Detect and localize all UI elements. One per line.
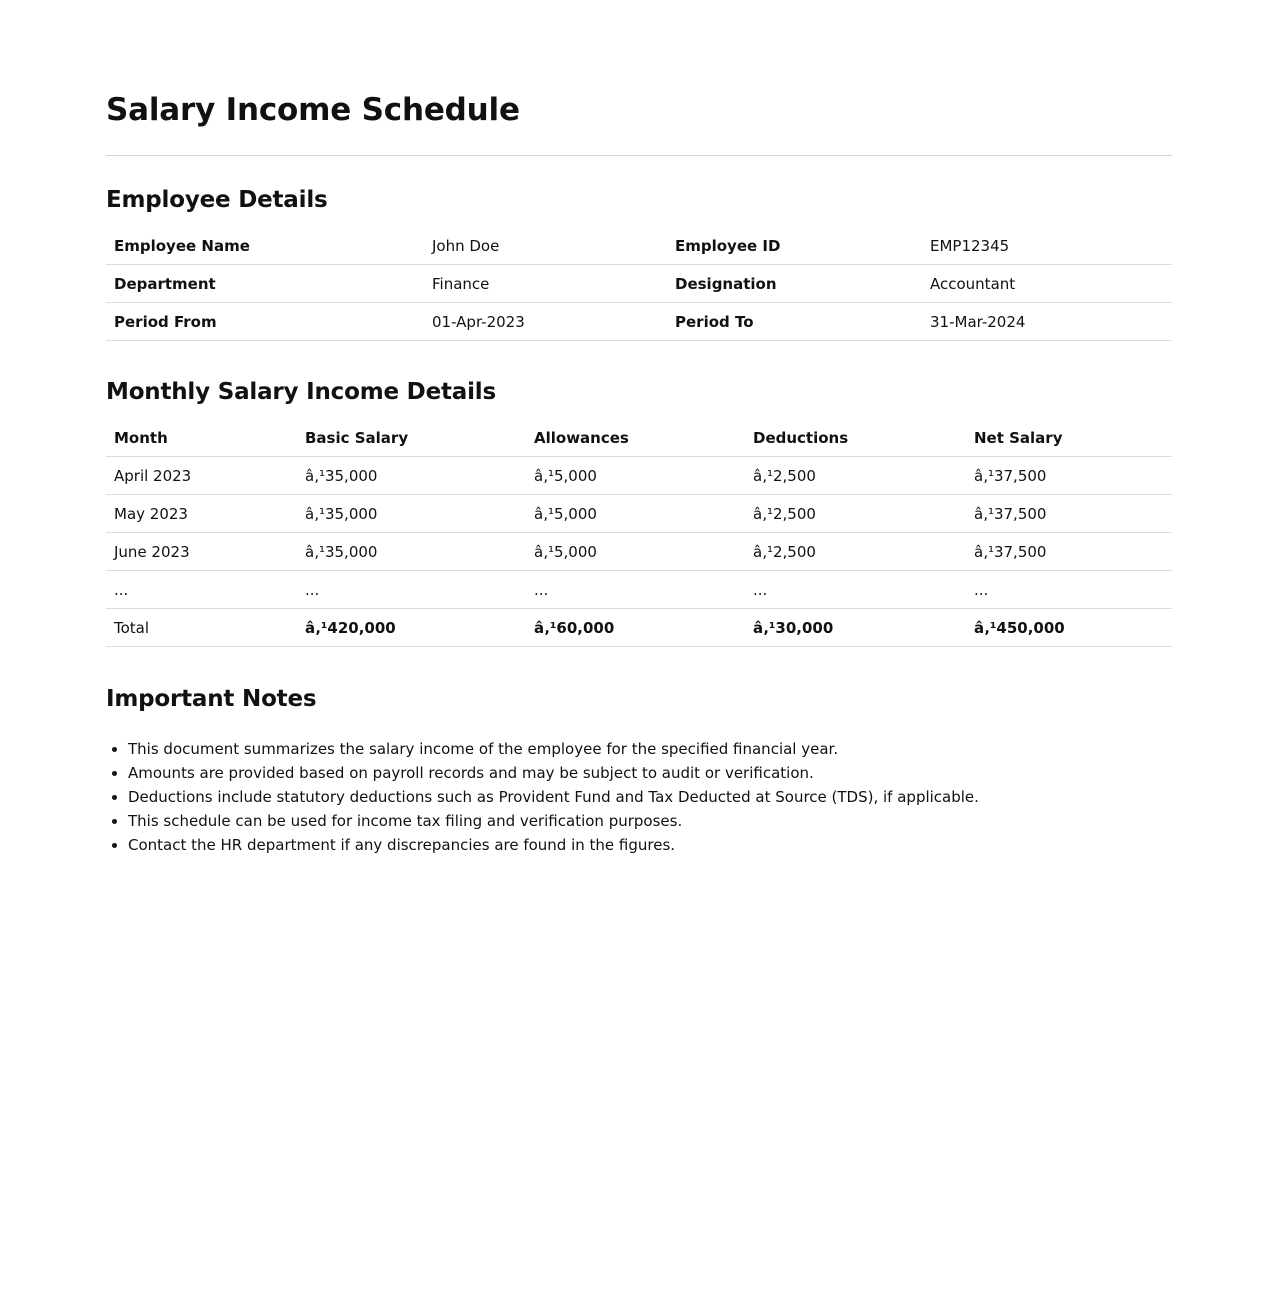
employee-details-heading: Employee Details [106, 187, 328, 213]
allowances-cell: â‚¹5,000 [526, 457, 745, 495]
salary-header-row [106, 419, 1172, 457]
total-net-salary: â‚¹450,000 [966, 609, 1172, 647]
employee-row [106, 303, 1172, 341]
department-label: Department [106, 265, 424, 303]
column-header-allowances: Allowances [526, 419, 745, 457]
salary-table [106, 419, 1172, 647]
deductions-cell: â‚¹2,500 [745, 457, 966, 495]
column-header-month: Month [106, 419, 297, 457]
employee-id-label: Employee ID [667, 227, 922, 265]
net-salary-cell: ... [966, 571, 1172, 609]
title-divider [106, 155, 1172, 156]
list-item: • Contact the HR department if any discrepancies are found in the figures. [128, 833, 1172, 857]
period-to-label: Period To [667, 303, 922, 341]
deductions-cell: â‚¹2,500 [745, 533, 966, 571]
notes-list [106, 737, 1172, 857]
basic-salary-cell: â‚¹35,000 [297, 495, 526, 533]
important-notes-heading: Important Notes [106, 686, 317, 712]
monthly-salary-heading: Monthly Salary Income Details [106, 379, 496, 405]
list-item: • Deductions include statutory deductions such as Provident Fund and Tax Deducted at Source (TDS), if applicable. [128, 785, 1172, 809]
month-cell: April 2023 [106, 457, 297, 495]
employee-name-label: Employee Name [106, 227, 424, 265]
page-title: Salary Income Schedule [106, 92, 520, 128]
employee-details-table [106, 227, 1172, 341]
column-header-net-salary: Net Salary [966, 419, 1172, 457]
total-row [106, 609, 1172, 647]
total-label: Total [106, 609, 297, 647]
net-salary-cell: â‚¹37,500 [966, 533, 1172, 571]
total-allowances: â‚¹60,000 [526, 609, 745, 647]
deductions-cell: ... [745, 571, 966, 609]
period-from-value: 01-Apr-2023 [424, 303, 667, 341]
net-salary-cell: â‚¹37,500 [966, 457, 1172, 495]
list-item: • This document summarizes the salary income of the employee for the specified financial year. [128, 737, 1172, 761]
month-cell: June 2023 [106, 533, 297, 571]
employee-id-value: EMP12345 [922, 227, 1172, 265]
net-salary-cell: â‚¹37,500 [966, 495, 1172, 533]
employee-row [106, 227, 1172, 265]
basic-salary-cell: â‚¹35,000 [297, 533, 526, 571]
basic-salary-cell: ... [297, 571, 526, 609]
column-header-basic-salary: Basic Salary [297, 419, 526, 457]
table-row [106, 571, 1172, 609]
basic-salary-cell: â‚¹35,000 [297, 457, 526, 495]
designation-value: Accountant [922, 265, 1172, 303]
period-to-value: 31-Mar-2024 [922, 303, 1172, 341]
deductions-cell: â‚¹2,500 [745, 495, 966, 533]
period-from-label: Period From [106, 303, 424, 341]
allowances-cell: â‚¹5,000 [526, 533, 745, 571]
allowances-cell: â‚¹5,000 [526, 495, 745, 533]
employee-row [106, 265, 1172, 303]
document [106, 0, 1172, 857]
table-row [106, 533, 1172, 571]
allowances-cell: ... [526, 571, 745, 609]
department-value: Finance [424, 265, 667, 303]
total-basic-salary: â‚¹420,000 [297, 609, 526, 647]
table-row [106, 495, 1172, 533]
month-cell: May 2023 [106, 495, 297, 533]
employee-name-value: John Doe [424, 227, 667, 265]
table-row [106, 457, 1172, 495]
list-item: • This schedule can be used for income tax filing and verification purposes. [128, 809, 1172, 833]
designation-label: Designation [667, 265, 922, 303]
total-deductions: â‚¹30,000 [745, 609, 966, 647]
month-cell: ... [106, 571, 297, 609]
list-item: • Amounts are provided based on payroll records and may be subject to audit or verification. [128, 761, 1172, 785]
column-header-deductions: Deductions [745, 419, 966, 457]
